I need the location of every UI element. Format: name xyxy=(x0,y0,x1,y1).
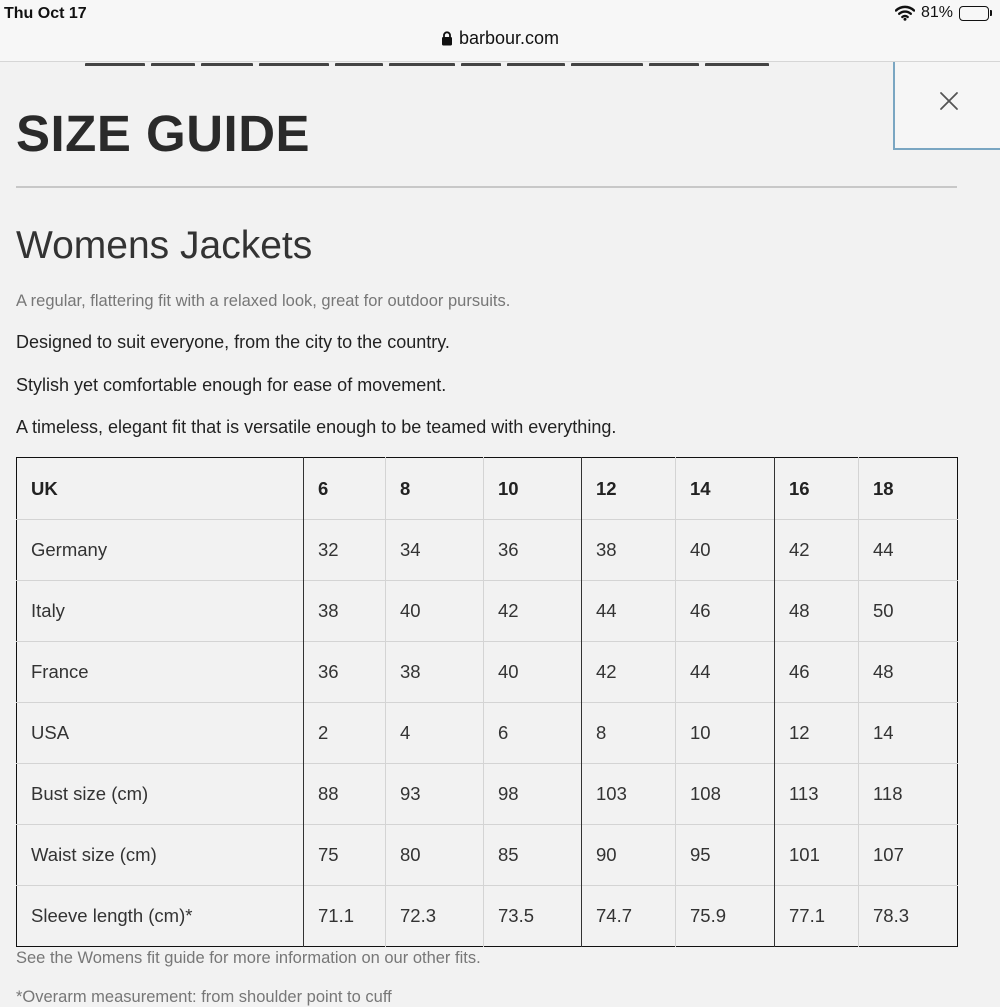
row-label-cell: USA xyxy=(17,703,304,764)
table-row xyxy=(17,520,958,581)
table-cell: 85 xyxy=(484,825,582,886)
table-cell: 101 xyxy=(775,825,859,886)
row-label-cell: Waist size (cm) xyxy=(17,825,304,886)
status-time: Thu Oct 17 xyxy=(4,5,87,22)
battery-icon xyxy=(959,6,992,21)
table-cell: 75.9 xyxy=(676,886,775,947)
table-cell: 4 xyxy=(386,703,484,764)
size-table xyxy=(16,457,958,947)
header-cell: UK xyxy=(31,477,58,499)
close-button[interactable] xyxy=(893,62,1000,150)
table-cell: 80 xyxy=(386,825,484,886)
section-heading: Womens Jackets xyxy=(16,224,313,267)
header-cell: 14 xyxy=(676,458,775,520)
table-cell: 71.1 xyxy=(304,886,386,947)
table-row xyxy=(17,642,958,703)
row-label-cell: Italy xyxy=(17,581,304,642)
table-cell: 108 xyxy=(676,764,775,825)
battery-percent: 81% xyxy=(920,4,953,21)
table-cell: 46 xyxy=(676,581,775,642)
table-cell: 118 xyxy=(859,764,958,825)
table-cell: 36 xyxy=(484,520,582,581)
table-cell: 46 xyxy=(775,642,859,703)
table-cell: 75 xyxy=(304,825,386,886)
table-cell: 42 xyxy=(484,581,582,642)
table-cell: 40 xyxy=(676,520,775,581)
table-cell: 10 xyxy=(676,703,775,764)
table-row xyxy=(17,581,958,642)
table-cell: 113 xyxy=(775,764,859,825)
title-divider xyxy=(16,186,957,188)
table-cell: 72.3 xyxy=(386,886,484,947)
table-cell: 2 xyxy=(304,703,386,764)
table-cell: 73.5 xyxy=(484,886,582,947)
table-cell: 8 xyxy=(582,703,676,764)
table-row xyxy=(17,886,958,947)
table-cell: 42 xyxy=(582,642,676,703)
status-indicators xyxy=(895,4,992,22)
table-cell: 103 xyxy=(582,764,676,825)
table-cell: 78.3 xyxy=(859,886,958,947)
scrolled-content-remnant xyxy=(85,58,825,66)
table-cell: 6 xyxy=(484,703,582,764)
table-row xyxy=(17,703,958,764)
table-cell: 90 xyxy=(582,825,676,886)
header-cell: 10 xyxy=(484,458,582,520)
table-cell: 40 xyxy=(386,581,484,642)
table-cell: 38 xyxy=(386,642,484,703)
table-cell: 98 xyxy=(484,764,582,825)
table-cell: 14 xyxy=(859,703,958,764)
header-cell: 16 xyxy=(775,458,859,520)
lock-icon xyxy=(441,31,453,46)
header-cell: 18 xyxy=(859,458,958,520)
table-cell: 88 xyxy=(304,764,386,825)
table-cell: 44 xyxy=(676,642,775,703)
status-bar xyxy=(0,0,1000,62)
table-cell: 40 xyxy=(484,642,582,703)
table-cell: 44 xyxy=(582,581,676,642)
row-label-cell: Germany xyxy=(17,520,304,581)
table-cell: 77.1 xyxy=(775,886,859,947)
table-cell: 48 xyxy=(859,642,958,703)
fit-description-3: A timeless, elegant fit that is versatile enough to be teamed with everything. xyxy=(16,417,617,437)
wifi-icon xyxy=(895,5,915,21)
fit-description-2: Stylish yet comfortable enough for ease of movement. xyxy=(16,375,447,395)
table-cell: 44 xyxy=(859,520,958,581)
table-cell: 36 xyxy=(304,642,386,703)
table-cell: 48 xyxy=(775,581,859,642)
header-cell: 8 xyxy=(386,458,484,520)
row-label-cell: Sleeve length (cm)* xyxy=(17,886,304,947)
table-row xyxy=(17,825,958,886)
fit-intro: A regular, flattering fit with a relaxed look, great for outdoor pursuits. xyxy=(16,292,511,310)
table-cell: 95 xyxy=(676,825,775,886)
table-cell: 34 xyxy=(386,520,484,581)
header-cell: 12 xyxy=(582,458,676,520)
table-cell: 38 xyxy=(304,581,386,642)
overarm-note: *Overarm measurement: from shoulder point to cuff xyxy=(16,988,392,1006)
table-cell: 50 xyxy=(859,581,958,642)
table-cell: 107 xyxy=(859,825,958,886)
table-cell: 93 xyxy=(386,764,484,825)
fit-description-1: Designed to suit everyone, from the city to the country. xyxy=(16,332,450,352)
table-cell: 74.7 xyxy=(582,886,676,947)
fit-guide-note: See the Womens fit guide for more information on our other fits. xyxy=(16,949,481,967)
table-row xyxy=(17,764,958,825)
table-cell: 42 xyxy=(775,520,859,581)
row-label-cell: France xyxy=(17,642,304,703)
url-text: barbour.com xyxy=(458,28,560,48)
table-cell: 38 xyxy=(582,520,676,581)
table-header-row xyxy=(17,458,958,520)
url-bar[interactable] xyxy=(0,28,1000,49)
row-label-cell: Bust size (cm) xyxy=(17,764,304,825)
table-cell: 32 xyxy=(304,520,386,581)
header-cell: 6 xyxy=(304,458,386,520)
page-title: SIZE GUIDE xyxy=(16,105,311,162)
table-cell: 12 xyxy=(775,703,859,764)
close-icon xyxy=(939,91,959,111)
